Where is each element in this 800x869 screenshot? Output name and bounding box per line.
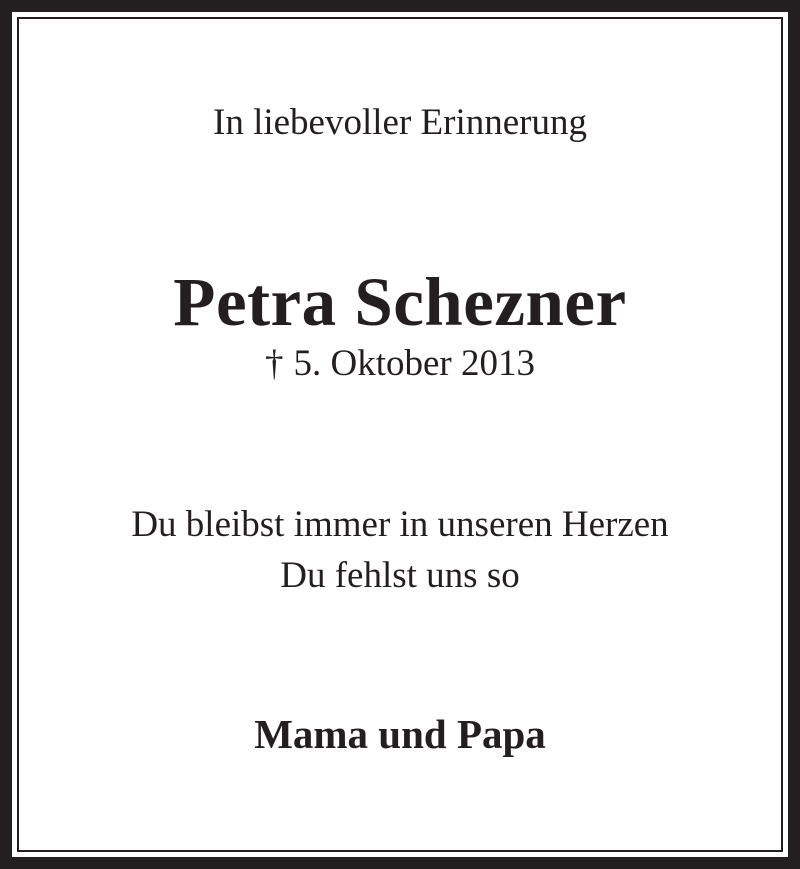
verse-line-2: Du fehlst uns so [280, 555, 520, 596]
deceased-name: Petra Schezner [173, 264, 627, 340]
cross-icon: † [265, 343, 284, 384]
intro-line: In liebevoller Erinnerung [213, 102, 587, 143]
signature: Mama und Papa [254, 711, 546, 757]
death-date: 5. Oktober 2013 [293, 343, 535, 384]
death-date-line [0, 345, 800, 382]
verse-line-1: Du bleibst immer in unseren Herzen [131, 504, 669, 545]
